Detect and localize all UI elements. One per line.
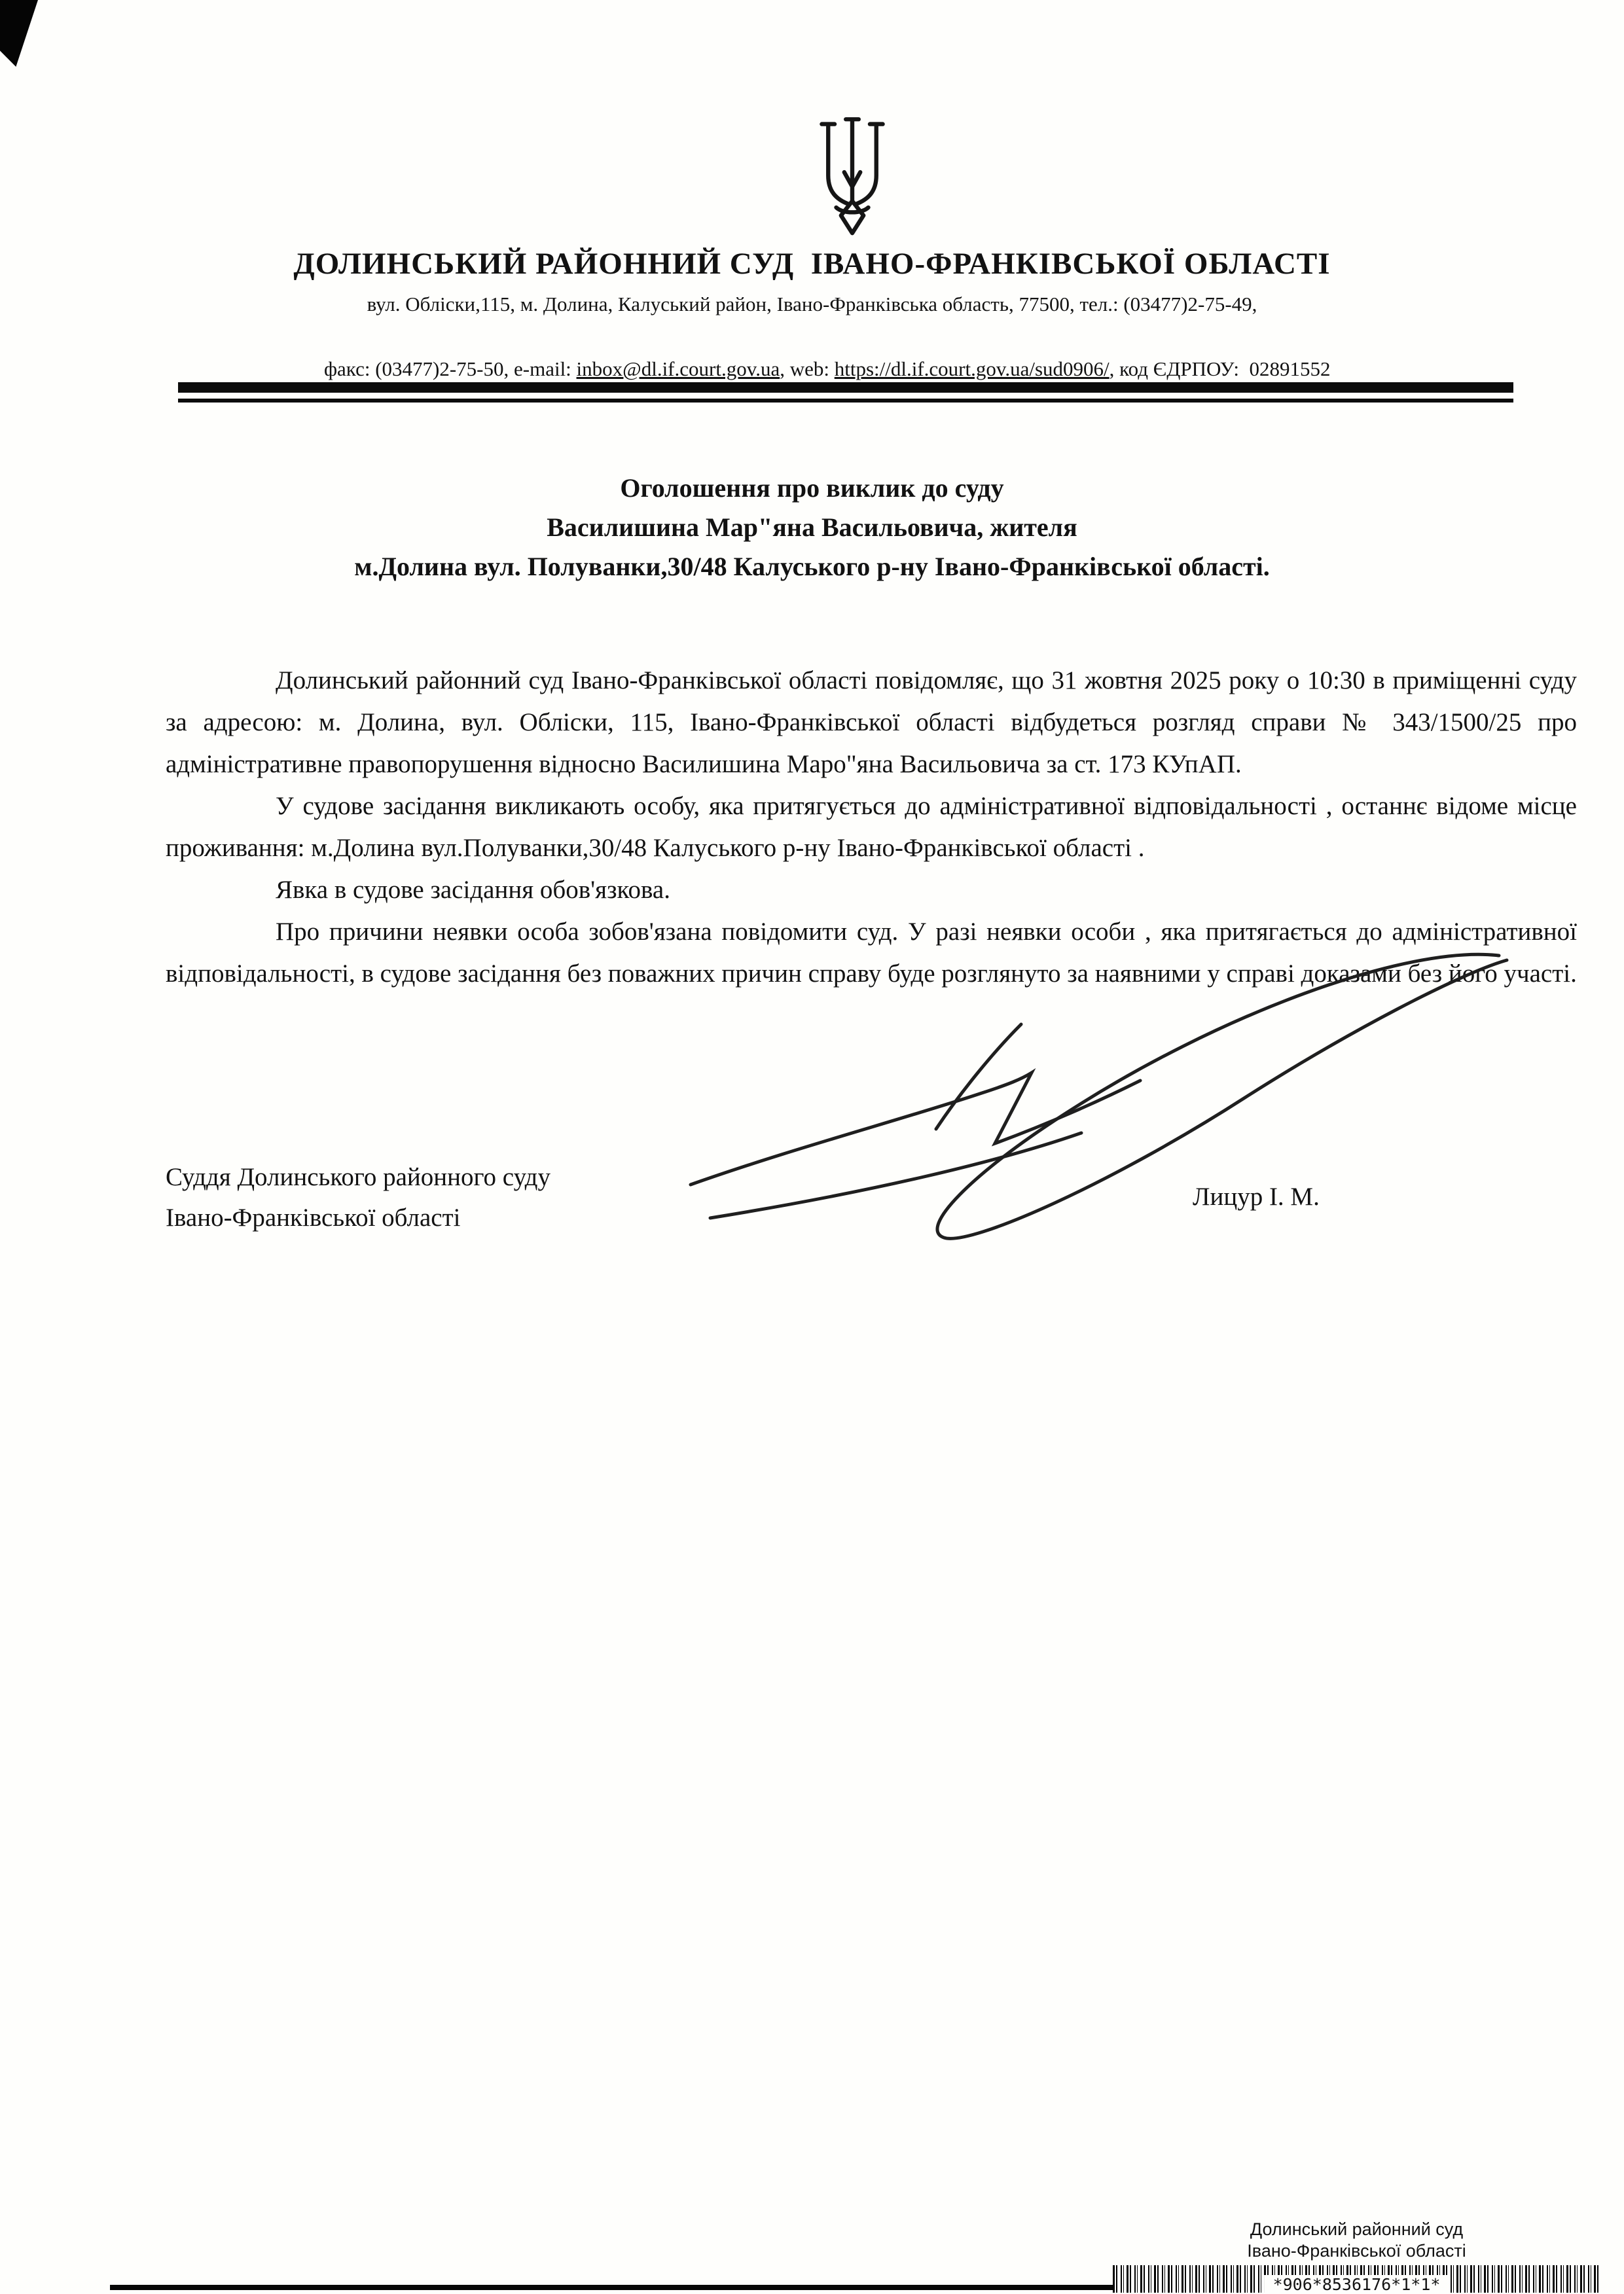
divider-thick-bar (178, 382, 1513, 393)
footer-court-name: Долинський районний суд (1250, 2219, 1464, 2239)
contact-mid: , web: (780, 357, 835, 380)
announcement-title: Оголошення про виклик до суду (620, 473, 1004, 503)
document-body (166, 660, 1577, 995)
divider-thin-bar (178, 399, 1513, 403)
contact-prefix: факс: (03477)2-75-50, e-mail: (323, 357, 577, 380)
footer-court-region: Івано-Франківської області (1247, 2241, 1466, 2261)
email-link: inbox@dl.if.court.gov.ua (576, 357, 780, 380)
contact-suffix: , код ЄДРПОУ: 02891552 (1109, 357, 1331, 380)
judge-role (166, 1157, 550, 1238)
paragraph: У судове засідання викликають особу, яка притягується до адміністративної відповідальності , останнє відоме місце проживання: м.Долина вул.Полуванки,30/48 Калуського р-ну Івано-Франківської області . (166, 792, 1577, 862)
paragraph: Долинський районний суд Івано-Франківської області повідомляє, що 31 жовтня 2025 року о 10:30 в приміщенні суду за адресою: м. Долина, вул. Обліски, 115, Івано-Франківської області відбудеться розгляд справи № 343/1500/25 про адміністративне правопорушення відносно Василишина Маро"яна Васильовича за ст. 173 КУпАП. (166, 666, 1577, 778)
announcement-heading (0, 469, 1624, 586)
judge-name: Лицур І. М. (1193, 1183, 1320, 1211)
announcement-address: м.Долина вул. Полуванки,30/48 Калуського р-ну Івано-Франківської області. (354, 552, 1270, 581)
judge-role-line2: Івано-Франківської області (166, 1204, 461, 1232)
paragraph: Явка в судове засідання обов'язкова. (276, 876, 670, 904)
court-address-line: вул. Обліски,115, м. Долина, Калуський район, Івано-Франківська область, 77500, тел.: (03477)2-75-49, (367, 293, 1257, 315)
barcode-text: *906*8536176*1*1* (1264, 2275, 1450, 2294)
paragraph: Про причини неявки особа зобов'язана повідомити суд. У разі неявки особи , яка притягається до адміністративної відповідальності, в судове засідання без поважних причин справу буде розглянуто за наявними у справі доказами без його участі. (166, 918, 1577, 988)
ukraine-trident-emblem (804, 111, 901, 240)
document-footer (1113, 2219, 1600, 2293)
letterhead-divider (178, 382, 1513, 403)
court-name: ДОЛИНСЬКИЙ РАЙОННИЙ СУД ІВАНО-ФРАНКІВСЬКОЇ ОБЛАСТІ (293, 247, 1331, 281)
web-link: https://dl.if.court.gov.ua/sud0906/ (834, 357, 1110, 380)
announcement-addressee: Василишина Мар"яна Васильовича, жителя (547, 512, 1077, 542)
judge-role-line1: Суддя Долинського районного суду (166, 1163, 550, 1191)
scan-artifact-top-left (0, 0, 38, 67)
